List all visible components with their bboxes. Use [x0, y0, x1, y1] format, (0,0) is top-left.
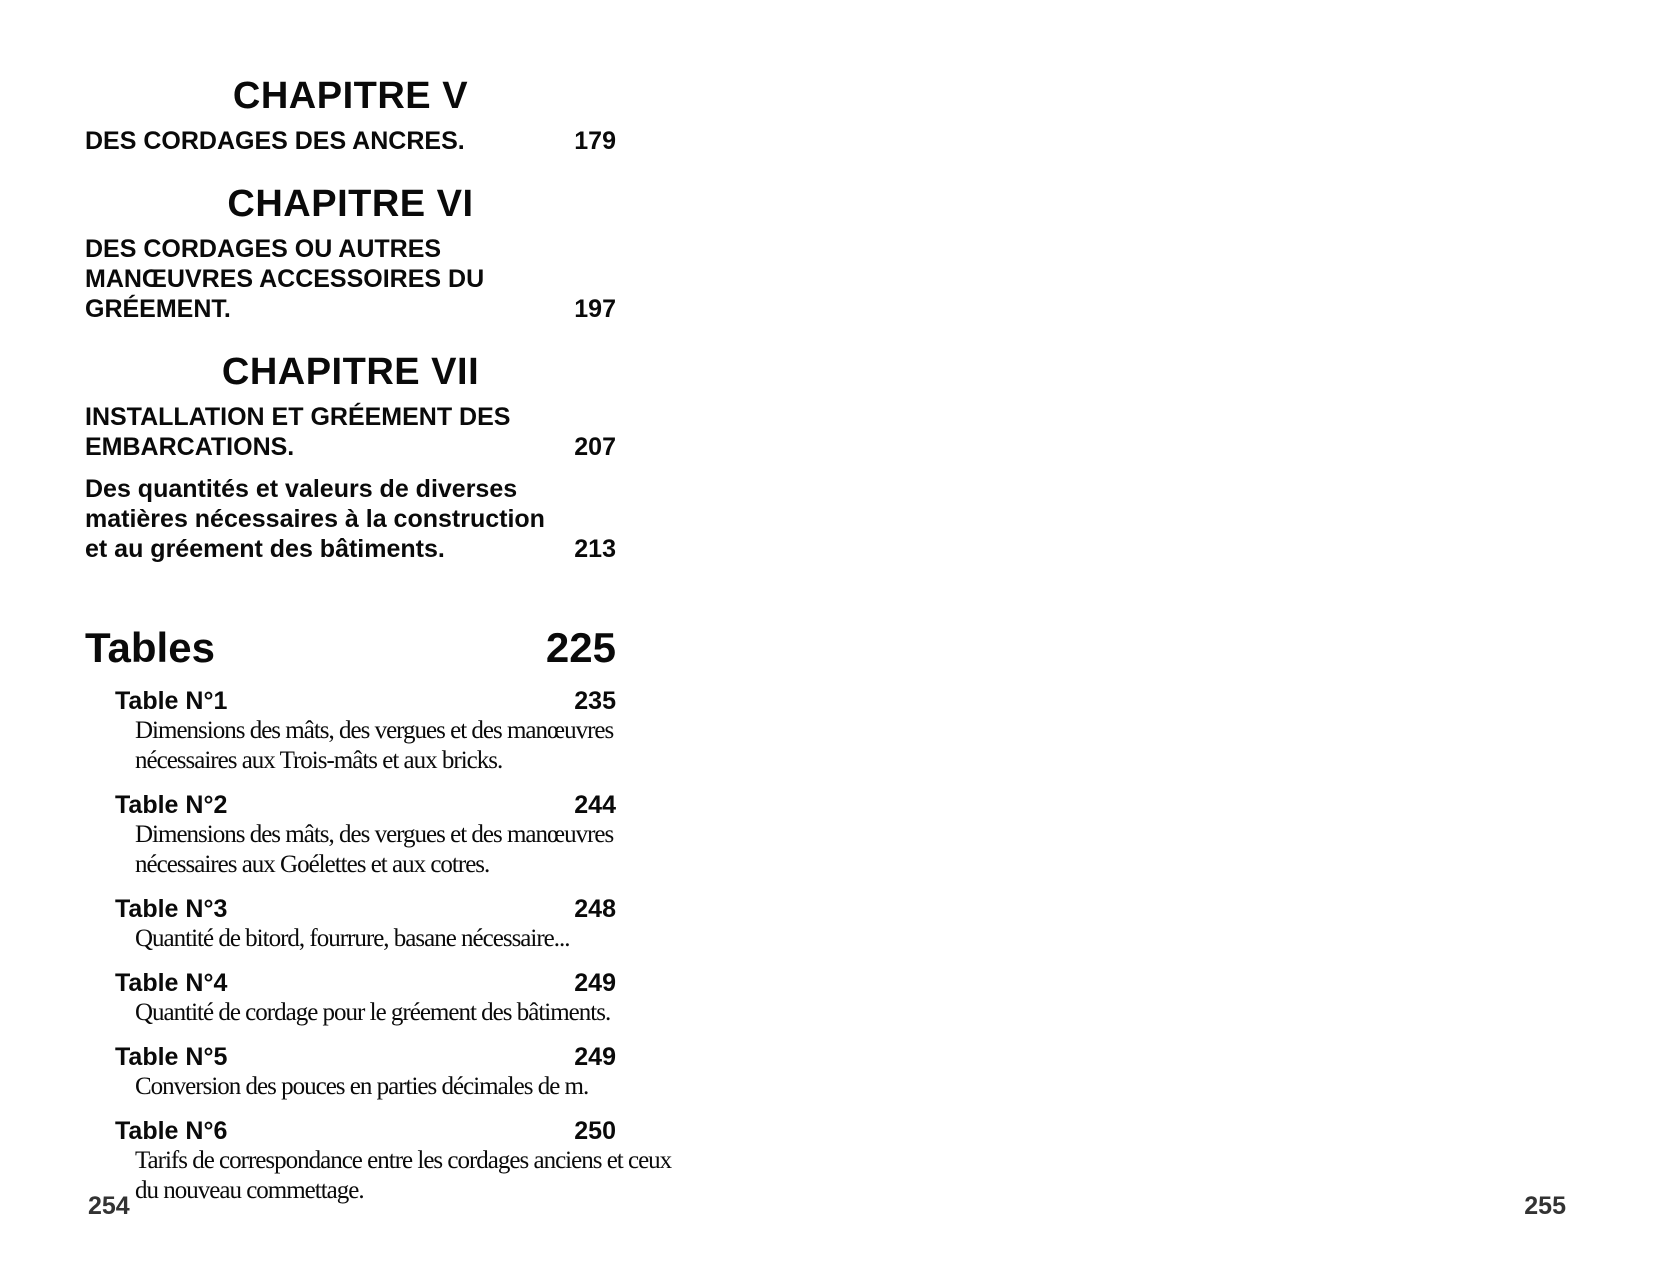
- blank-page-right: [827, 0, 1654, 1276]
- toc-entry-title: DES CORDAGES OU AUTRES MANŒUVRES ACCESSOIRES DU GRÉEMENT.: [85, 235, 485, 323]
- chapter-heading: CHAPITRE VII: [221, 351, 480, 393]
- chapter-heading: CHAPITRE VI: [227, 183, 474, 225]
- table-item: [85, 894, 616, 954]
- table-item-row: [85, 686, 616, 716]
- folio-right: 255: [1524, 1192, 1566, 1220]
- table-item-label: Table N°4: [115, 969, 228, 997]
- table-item-description: Quantité de bitord, fourrure, basane nécessaire...: [135, 925, 570, 952]
- table-item: [85, 790, 616, 880]
- toc-entry: [85, 234, 616, 324]
- table-item-label: Table N°5: [115, 1043, 228, 1071]
- toc-entry-page-number: 197: [574, 295, 616, 323]
- toc-entry-page-number: 207: [574, 433, 616, 461]
- table-item: [85, 1042, 616, 1102]
- table-item-page-number: 244: [574, 791, 616, 819]
- table-item-label: Table N°3: [115, 895, 228, 923]
- table-item: [85, 968, 616, 1028]
- table-item-row: [85, 894, 616, 924]
- table-item-description: Dimensions des mâts, des vergues et des manœuvres nécessaires aux Goélettes et aux cotres.: [135, 821, 614, 878]
- table-item-page-number: 248: [574, 895, 616, 923]
- toc-entry-title: Des quantités et valeurs de diverses matières nécessaires à la construction et au gréement des bâtiments.: [85, 475, 545, 563]
- table-item: [85, 1116, 672, 1206]
- table-item-page-number: 249: [574, 1043, 616, 1071]
- table-item-label: Table N°6: [115, 1117, 228, 1145]
- toc-entry-title: DES CORDAGES DES ANCRES.: [85, 127, 465, 155]
- table-item-page-number: 250: [574, 1117, 616, 1145]
- table-item-row: [85, 790, 616, 820]
- toc-entry: [85, 126, 616, 156]
- table-item-row: [85, 968, 616, 998]
- table-item: [85, 686, 616, 776]
- table-item-label: Table N°1: [115, 687, 228, 715]
- table-item-row: [85, 1116, 616, 1146]
- tables-section-heading: [85, 624, 616, 672]
- toc-entry-title: INSTALLATION ET GRÉEMENT DES EMBARCATIONS.: [85, 403, 511, 461]
- toc-entry: [85, 402, 616, 462]
- toc-entry-page-number: 213: [574, 535, 616, 563]
- table-item-label: Table N°2: [115, 791, 228, 819]
- table-item-description: Tarifs de correspondance entre les cordages anciens et ceux du nouveau commettage.: [135, 1147, 672, 1204]
- table-item-page-number: 249: [574, 969, 616, 997]
- toc-content: [85, 74, 672, 1206]
- table-item-description: Quantité de cordage pour le gréement des bâtiments.: [135, 999, 611, 1026]
- table-item-page-number: 235: [574, 687, 616, 715]
- table-item-description: Conversion des pouces en parties décimales de m.: [135, 1073, 589, 1100]
- tables-title: Tables: [85, 624, 215, 671]
- toc-entry-page-number: 179: [574, 127, 616, 155]
- toc-entry: [85, 474, 616, 564]
- chapter-heading: CHAPITRE V: [232, 75, 469, 117]
- tables-page-number: 225: [545, 624, 616, 671]
- table-item-description: Dimensions des mâts, des vergues et des manœuvres nécessaires aux Trois-mâts et aux bricks.: [135, 717, 614, 774]
- table-item-row: [85, 1042, 616, 1072]
- folio-left: 254: [88, 1192, 130, 1220]
